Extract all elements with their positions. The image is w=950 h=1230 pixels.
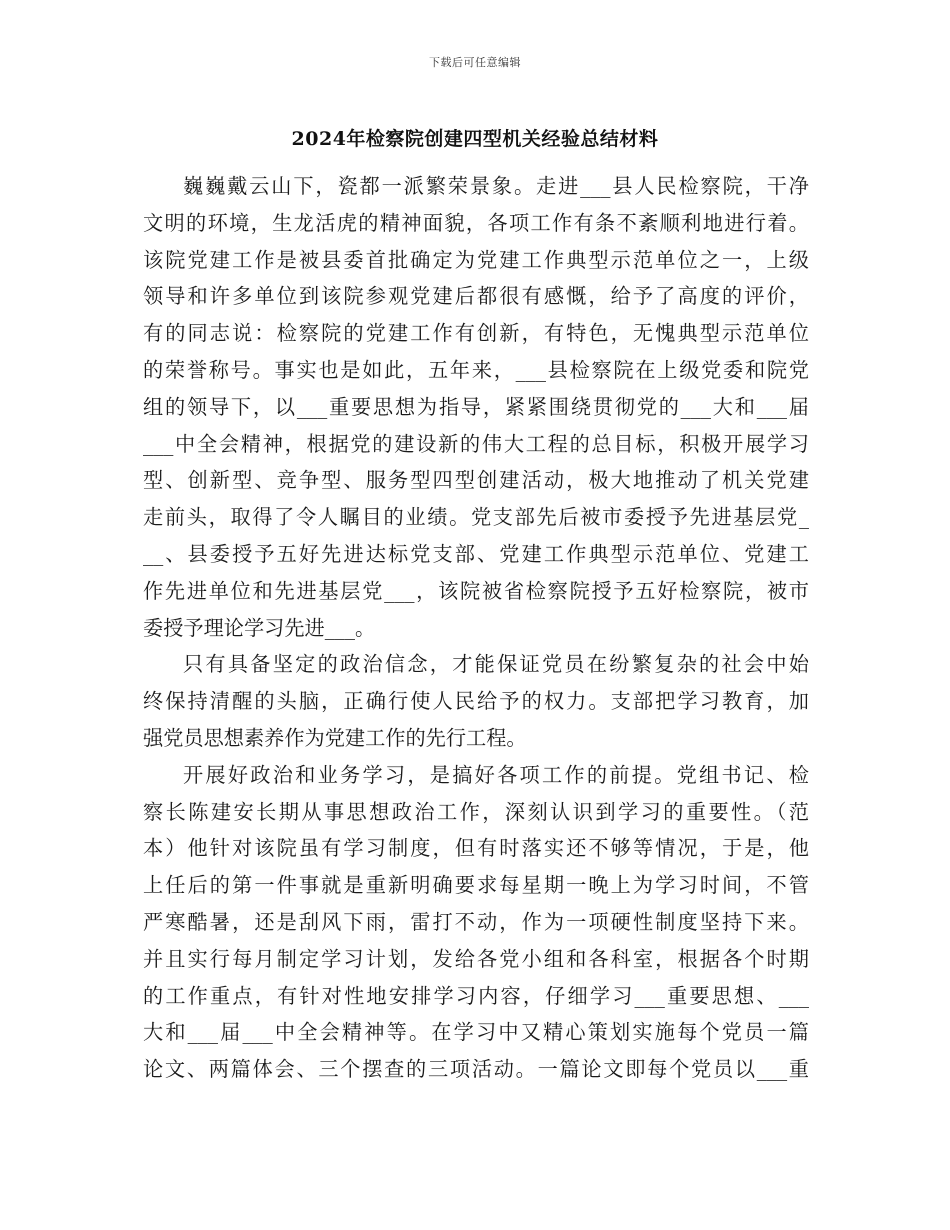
text-line: 领导和许多单位到该院参观党建后都很有感慨，给予了高度的评价， bbox=[143, 284, 809, 309]
text-line: 严寒酷暑，还是刮风下雨，雷打不动，作为一项硬性制度坚持下来。 bbox=[143, 909, 809, 934]
text-line: 委授予理论学习先进___。 bbox=[143, 615, 376, 640]
text-line: 该院党建工作是被县委首批确定为党建工作典型示范单位之一，上级 bbox=[143, 247, 809, 272]
text-line: 察长陈建安长期从事思想政治工作，深刻认识到学习的重要性。（范 bbox=[143, 799, 809, 824]
text-line: 作先进单位和先进基层党___，该院被省检察院授予五好检察院，被市 bbox=[143, 578, 809, 603]
text-line: 并且实行每月制定学习计划，发给各党小组和各科室，根据各个时期 bbox=[143, 946, 809, 971]
text-line: 论文、两篇体会、三个摆查的三项活动。一篇论文即每个党员以___重 bbox=[143, 1057, 809, 1082]
text-line: 只有具备坚定的政治信念，才能保证党员在纷繁复杂的社会中始 bbox=[183, 652, 809, 677]
text-line: 大和___届___中全会精神等。在学习中又精心策划实施每个党员一篇 bbox=[143, 1020, 809, 1045]
text-line: ___中全会精神，根据党的建设新的伟大工程的总目标，积极开展学习 bbox=[143, 431, 809, 456]
text-line: 走前头，取得了令人瞩目的业绩。党支部先后被市委授予先进基层党_ bbox=[143, 505, 809, 530]
text-line: 上任后的第一件事就是重新明确要求每星期一晚上为学习时间，不管 bbox=[143, 873, 809, 898]
text-line: 终保持清醒的头脑，正确行使人民给予的权力。支部把学习教育，加 bbox=[143, 689, 809, 714]
text-line: 文明的环境，生龙活虎的精神面貌，各项工作有条不紊顺利地进行着。 bbox=[143, 210, 809, 235]
text-line: 强党员思想素养作为党建工作的先行工程。 bbox=[143, 725, 527, 750]
text-line: __、县委授予五好先进达标党支部、党建工作典型示范单位、党建工 bbox=[143, 541, 809, 566]
text-line: 本）他针对该院虽有学习制度，但有时落实还不够等情况，于是，他 bbox=[143, 836, 809, 861]
text-line: 有的同志说：检察院的党建工作有创新，有特色，无愧典型示范单位 bbox=[143, 321, 809, 346]
paragraph-2 bbox=[143, 646, 809, 756]
text-line: 型、创新型、竞争型、服务型四型创建活动，极大地推动了机关党建 bbox=[143, 468, 809, 493]
text-line: 开展好政治和业务学习，是搞好各项工作的前提。党组书记、检 bbox=[183, 762, 809, 787]
text-line: 的荣誉称号。事实也是如此，五年来，___县检察院在上级党委和院党 bbox=[143, 357, 809, 382]
text-line: 巍巍戴云山下，瓷都一派繁荣景象。走进___县人民检察院，干净 bbox=[183, 174, 809, 198]
document-body bbox=[143, 168, 809, 1088]
paragraph-3 bbox=[143, 757, 809, 1088]
header-note: 下载后可任意编辑 bbox=[429, 56, 521, 69]
text-line: 的工作重点，有针对性地安排学习内容，仔细学习___重要思想、___ bbox=[143, 983, 809, 1008]
text-line: 组的领导下，以___重要思想为指导，紧紧围绕贯彻党的___大和___届 bbox=[143, 394, 809, 419]
paragraph-1 bbox=[143, 168, 809, 646]
document-title: 2024年检察院创建四型机关经验总结材料 bbox=[291, 128, 659, 150]
